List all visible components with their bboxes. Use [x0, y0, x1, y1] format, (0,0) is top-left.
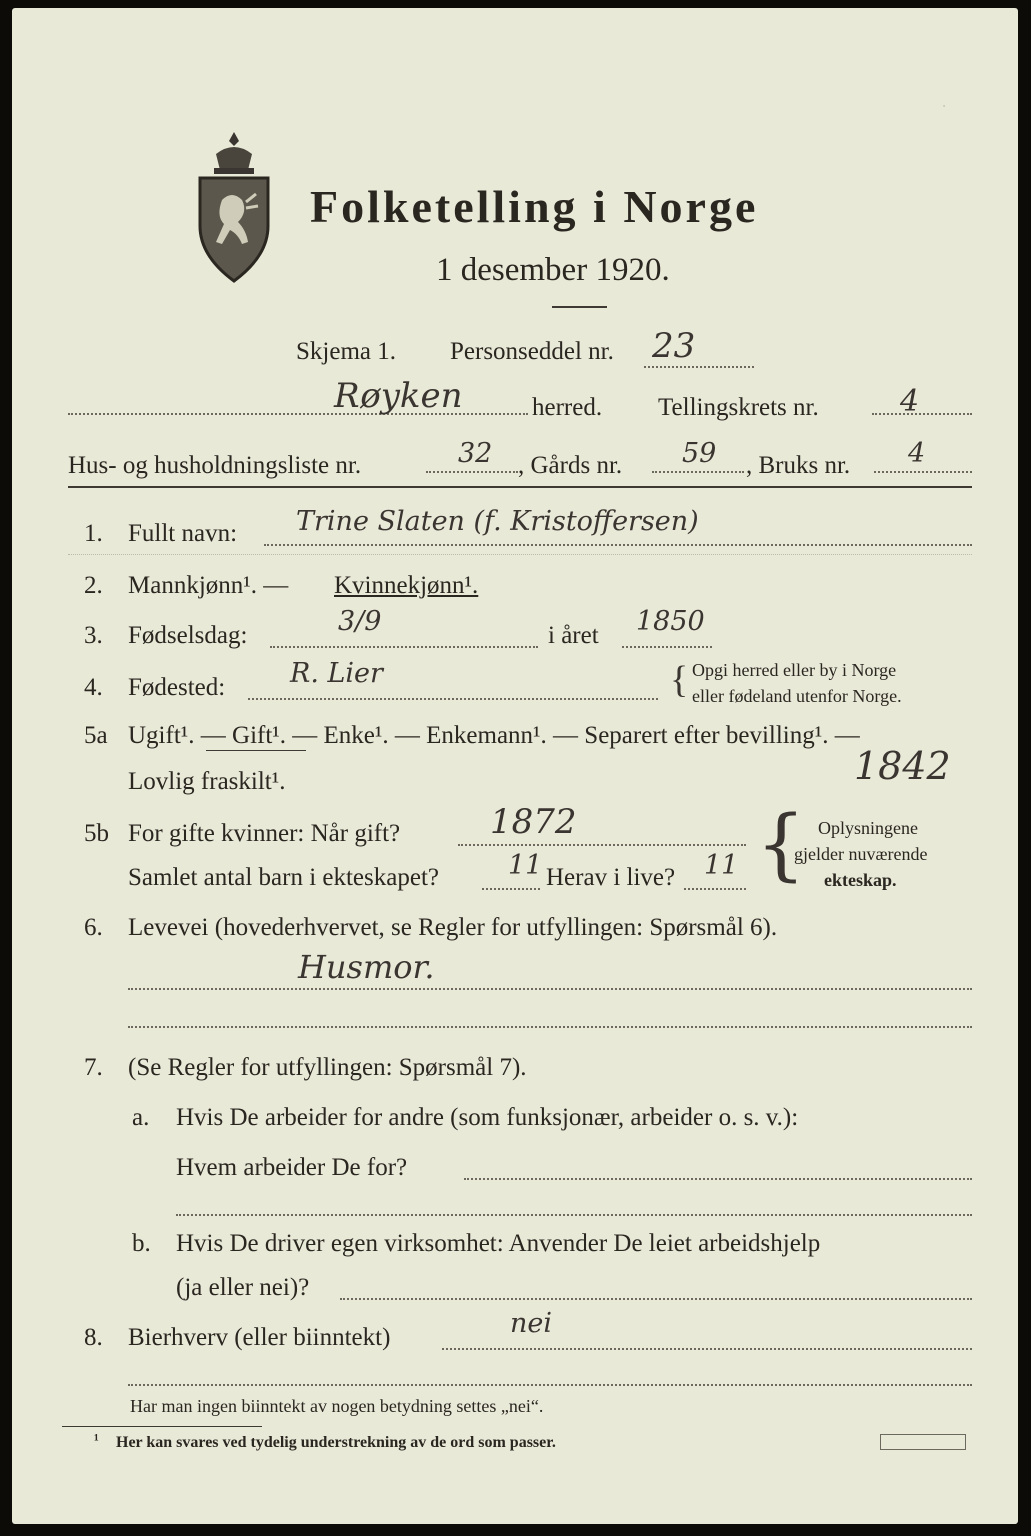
footnote-mark: ¹ [94, 1432, 99, 1449]
herred-value[interactable]: Røyken [334, 376, 463, 416]
schema-label: Skjema 1. [296, 338, 396, 365]
birthplace-value[interactable]: R. Lier [290, 658, 383, 689]
q5a-number: 5a [84, 722, 108, 749]
q5b-number: 5b [84, 820, 109, 847]
children-value[interactable]: 11 [508, 850, 543, 881]
q1-label: Fullt navn: [128, 520, 238, 547]
margin-note-year: 1842 [854, 744, 951, 788]
q7a-line-2: Hvem arbeider De for? [176, 1154, 408, 1181]
divorced-option[interactable]: Lovlig fraskilt¹. [128, 768, 286, 795]
marriage-note-2: gjelder nuværende [794, 844, 928, 864]
married-year-value[interactable]: 1872 [490, 802, 577, 842]
tellingskrets-label: Tellingskrets nr. [658, 394, 819, 421]
footnote-rule [62, 1426, 262, 1427]
sex-female-option[interactable]: Kvinnekjønn¹. [334, 572, 479, 599]
personseddel-label: Personseddel nr. [450, 338, 614, 365]
alive-value[interactable]: 11 [704, 850, 739, 881]
birthplace-note-1: Opgi herred eller by i Norge [692, 660, 897, 680]
gift-underline [206, 750, 306, 751]
bruks-label: , Bruks nr. [746, 452, 851, 479]
gards-label: , Gårds nr. [518, 452, 623, 479]
occupation-field-2 [128, 1026, 972, 1028]
q3-number: 3. [84, 622, 103, 649]
husliste-field [426, 471, 518, 473]
birthyear-field [622, 646, 712, 648]
occupation-value[interactable]: Husmor. [298, 948, 435, 986]
q7-number: 7. [84, 1054, 103, 1081]
personseddel-field [644, 366, 754, 368]
marital-status-options[interactable]: Ugift¹. — Gift¹. — Enke¹. — Enkemann¹. — Separert efter bevilling¹. — [128, 722, 860, 749]
q6-label: Levevei (hovederhvervet, se Regler for utfyllingen: Spørsmål 6). [128, 914, 778, 941]
alive-label: Herav i live? [546, 864, 676, 891]
marriage-note-1: Oplysningene [818, 818, 918, 838]
q7a-number: a. [132, 1104, 150, 1131]
children-label: Samlet antal barn i ekteskapet? [128, 864, 439, 891]
birthyear-label: i året [548, 622, 599, 649]
q7b-line-2: (ja eller nei)? [176, 1274, 310, 1301]
q2-number: 2. [84, 572, 103, 599]
title-divider [552, 306, 607, 308]
q8-number: 8. [84, 1324, 103, 1351]
gards-field [652, 471, 744, 473]
fullname-field [264, 544, 972, 546]
coat-of-arms-icon [188, 128, 280, 288]
personseddel-value[interactable]: 23 [652, 326, 696, 366]
header-rule [68, 486, 972, 488]
census-form: Folketelling i Norge 1 desember 1920. . Skjema 1. Personseddel nr. 23 Røyken herred. Tellingskrets nr. 4 Hus- og husholdningsliste nr. 32 , Gårds nr. 59 , Bruks nr. 4 1. Fullt navn: Trine Slaten (f. Kristoffersen) 2. Mannkjønn¹. — Kvinnekjønn¹. 3. Fødselsdag: 3/9 i året 1850 4. Fødested: R. Lier { Opgi herred eller by i Norge eller fødeland utenfor Norge. 5a Ugift¹. — Gift¹. — Enke¹. — Enkemann¹. — Separert efter bevilling¹. — Lovlig fraskilt¹. 1842 5b For gifte kvinner: Når gift? 1872 Samlet antal barn i ekteskapet? 11 Herav i live? 11 { Oplysningene gjelder nuværende ekteskap. 6. Levevei (hovederhvervet, se Regler for utfyllingen: Spørsmål 6). Husmor. 7. (Se Regler for utfyllingen: Spørsmål 7). a. Hvis De arbeider for andre (som funksjonær, arbeider o. s. v.): Hvem arbeider De for? b. Hvis De driver egen virksomhet: Anvender De leiet arbeidshjelp (ja eller nei)? 8. Bierhverv (eller biinntekt) nei Har man ingen biinntekt av nogen betydning settes „nei“. ¹ Her kan svares ved tydelig understrekning av de ord som passer. [12, 8, 1018, 1524]
q4-number: 4. [84, 674, 103, 701]
birthday-value[interactable]: 3/9 [338, 606, 382, 637]
employer-field-2[interactable] [176, 1214, 972, 1216]
birthplace-note-2: eller fødeland utenfor Norge. [692, 686, 902, 706]
q7a-line-1: Hvis De arbeider for andre (som funksjonær, arbeider o. s. v.): [176, 1104, 799, 1131]
census-date: 1 desember 1920. [436, 252, 670, 288]
hired-help-field[interactable] [340, 1298, 972, 1300]
printer-stamp [880, 1434, 966, 1450]
husliste-label: Hus- og husholdningsliste nr. [68, 452, 362, 479]
fullname-value[interactable]: Trine Slaten (f. Kristoffersen) [296, 506, 699, 537]
side-income-field [442, 1348, 972, 1350]
q4-label: Fødested: [128, 674, 226, 701]
herred-label: herred. [532, 394, 603, 421]
birthyear-value[interactable]: 1850 [636, 606, 705, 637]
q6-number: 6. [84, 914, 103, 941]
bruks-value[interactable]: 4 [908, 438, 926, 469]
husliste-value[interactable]: 32 [458, 438, 493, 469]
gards-value[interactable]: 59 [682, 438, 717, 469]
side-income-field-2 [128, 1384, 972, 1386]
q1-number: 1. [84, 520, 103, 547]
married-year-field [458, 844, 746, 846]
children-field [482, 888, 540, 890]
employer-field[interactable] [464, 1178, 972, 1180]
q7b-line-1: Hvis De driver egen virksomhet: Anvender De leiet arbeidshjelp [176, 1230, 821, 1257]
bruks-field [874, 471, 972, 473]
nei-note: Har man ingen biinntekt av nogen betydning settes „nei“. [130, 1396, 544, 1416]
birthday-field [270, 646, 538, 648]
q7b-number: b. [132, 1230, 151, 1257]
tellingskrets-field [872, 413, 972, 415]
alive-field [684, 888, 746, 890]
married-label: For gifte kvinner: Når gift? [128, 820, 401, 847]
birthplace-field [248, 698, 658, 700]
occupation-field [128, 988, 972, 990]
marriage-note-3: ekteskap. [824, 870, 897, 890]
q7-label: (Se Regler for utfyllingen: Spørsmål 7). [128, 1054, 527, 1081]
footnote-text: Her kan svares ved tydelig understrekning av de ord som passer. [116, 1434, 556, 1451]
q8-label: Bierhverv (eller biinntekt) [128, 1324, 391, 1351]
tellingskrets-value[interactable]: 4 [900, 384, 920, 419]
q3-label: Fødselsdag: [128, 622, 248, 649]
form-title: Folketelling i Norge [310, 181, 759, 232]
side-income-value[interactable]: nei [510, 1308, 553, 1339]
sex-male-option[interactable]: Mannkjønn¹. — [128, 572, 289, 599]
